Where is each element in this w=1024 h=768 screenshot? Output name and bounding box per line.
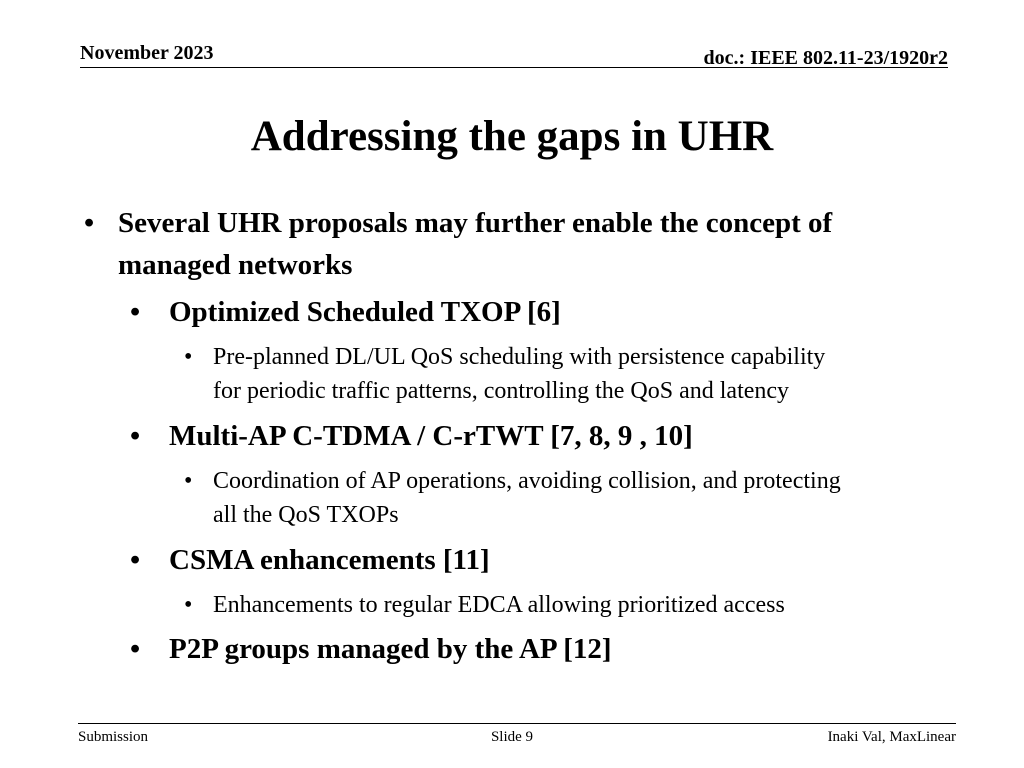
bullet-marker: • [184,468,193,494]
bullet-marker: • [130,296,141,328]
header-doc-id: doc.: IEEE 802.11-23/1920r2 [703,47,948,69]
bullet-text-line1: Coordination of AP operations, avoiding collision, and protecting [213,468,841,494]
bullet-marker: • [84,207,95,239]
bullet-marker: • [130,544,141,576]
bullet-marker: • [184,592,193,618]
bullet-text-line1: Several UHR proposals may further enable the concept of [118,207,833,239]
bullet-text: Multi-AP C-TDMA / C-rTWT [7, 8, 9 , 10] [169,420,693,452]
bullet-marker: • [130,633,141,665]
bullet-text: CSMA enhancements [11] [169,544,490,576]
bullet-marker: • [184,344,193,370]
bullet-marker: • [130,420,141,452]
bullet-text: Enhancements to regular EDCA allowing prioritized access [213,592,785,618]
footer-divider [78,723,956,724]
bullet-text-line1: Pre-planned DL/UL QoS scheduling with persistence capability [213,344,826,370]
header-date: November 2023 [80,42,214,64]
bullet-text-line2: for periodic traffic patterns, controlling the QoS and latency [213,378,790,404]
slide-title: Addressing the gaps in UHR [250,113,774,160]
footer-author: Inaki Val, MaxLinear [827,729,956,745]
bullet-text-line2: managed networks [118,249,353,281]
bullet-text-line2: all the QoS TXOPs [213,502,399,528]
bullet-text: P2P groups managed by the AP [12] [169,633,612,665]
header-divider [80,67,948,68]
bullet-text: Optimized Scheduled TXOP [6] [169,296,561,328]
footer-slide-number: Slide 9 [490,729,534,745]
footer-submission: Submission [78,729,149,745]
